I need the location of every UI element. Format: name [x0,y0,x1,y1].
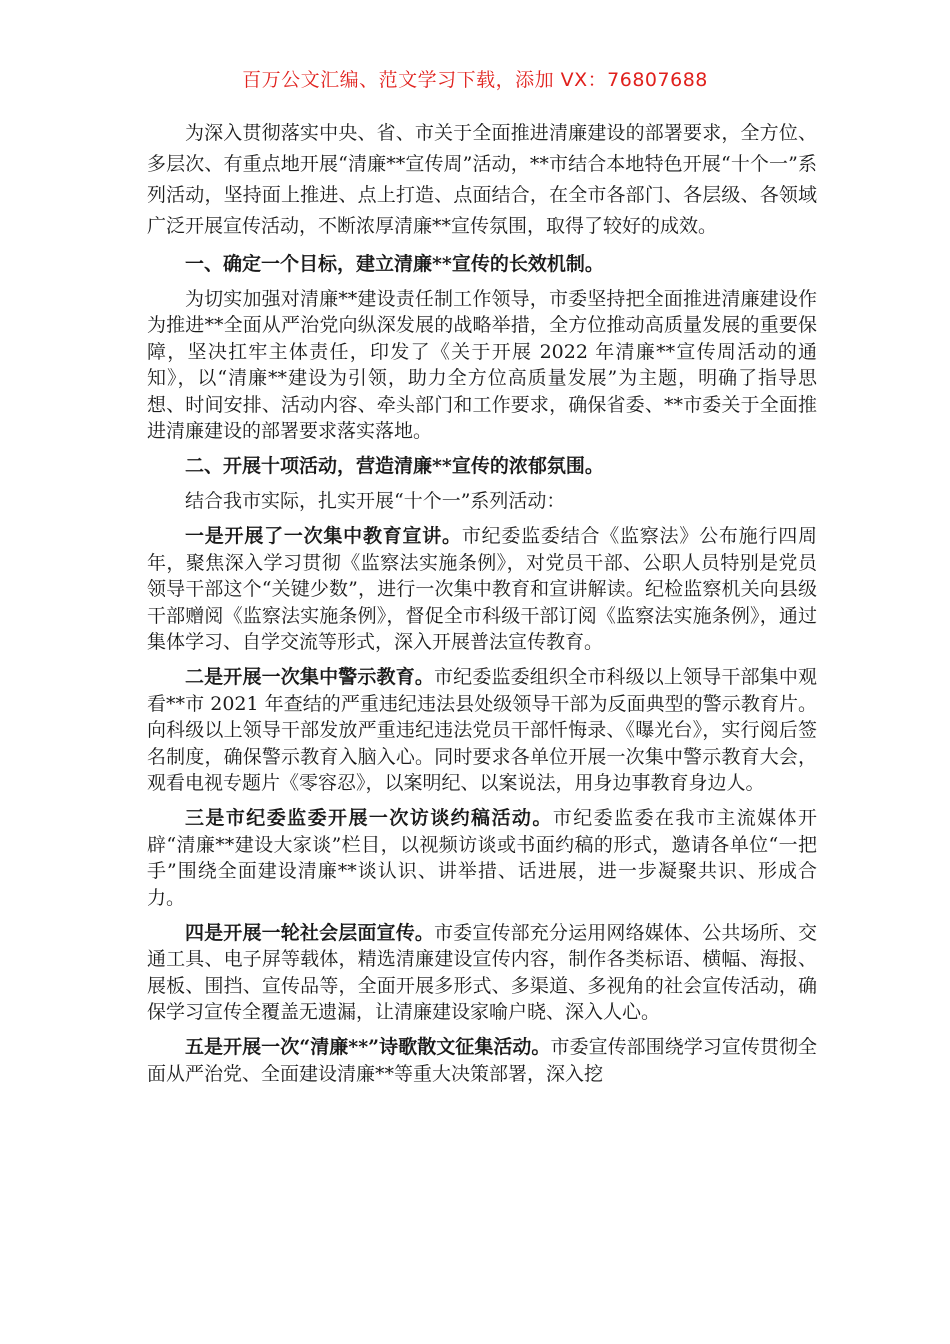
activity-lead: 五是开展一次“清廉**”诗歌散文征集活动。 [185,1036,551,1058]
paragraph-text: 结合我市实际，扎实开展“十个一”系列活动： [185,490,566,512]
intro-paragraph [147,118,817,242]
paragraph-text: 为切实加强对清廉**建设责任制工作领导，市委坚持把全面推进清廉建设作为推进**全面从严治党向纵深发展的战略举措，全方位推动高质量发展的重要保障，坚决扛牢主体责任，印发了《关于开展 2022 年清廉**宣传周活动的通知》，以“清廉**建设为引领，助力全方位高质量发展”为主题，明确了指导思想、时间安排、活动内容、牵头部门和工作要求，确保省委、**市委关于全面推进清廉建设的部署要求落实落地。 [147,287,817,442]
paragraph-text: 市纪委监委在我市主流媒体开辟“清廉**建设大家谈”栏目，以视频访谈或书面约稿的形式，邀请各单位“一把手”围绕全面建设清廉**谈认识、讲举措、话进展，进一步凝聚共识、形成合力。 [147,807,817,909]
activity-lead: 二是开展一次集中警示教育。 [185,666,435,688]
section-heading-1 [147,251,817,278]
activity-paragraph-4 [147,920,817,1026]
paragraph-text: 市委宣传部充分运用网络媒体、公共场所、交通工具、电子屏等载体，精选清廉建设宣传内容，制作各类标语、横幅、海报、展板、围挡、宣传品等，全面开展多形式、多渠道、多视角的社会宣传活动，确保学习宣传全覆盖无遗漏，让清廉建设家喻户晓、深入人心。 [147,921,817,1023]
paragraph-text: 市委宣传部围绕学习宣传贯彻全面从严治党、全面建设清廉**等重大决策部署，深入挖 [147,1036,817,1085]
paragraph-text: 为深入贯彻落实中央、省、市关于全面推进清廉建设的部署要求，全方位、多层次、有重点地开展“清廉**宣传周”活动，**市结合本地特色开展“十个一”系列活动，坚持面上推进、点上打造、点面结合，在全市各部门、各层级、各领域广泛开展宣传活动，不断浓厚清廉**宣传氛围，取得了较好的成效。 [147,122,817,237]
activity-lead: 三是市纪委监委开展一次访谈约稿活动。 [185,807,553,829]
activity-lead: 四是开展一轮社会层面宣传。 [185,921,435,944]
heading-text: 一、确定一个目标，建立清廉**宣传的长效机制。 [185,252,604,275]
watermark-header: 百万公文汇编、范文学习下载，添加 VX：76807688 [242,69,708,91]
paragraph-text: 市纪委监委组织全市科级以上领导干部集中观看**市 2021 年查结的严重违纪违法县处级领导干部为反面典型的警示教育片。向科级以上领导干部发放严重违纪违法党员干部忏悔录、《曝光台》，实行阅后签名制度，确保警示教育入脑入心。同时要求各单位开展一次集中警示教育大会，观看电视专题片《零容忍》，以案明纪、以案说法，用身边事教育身边人。 [147,666,817,794]
section-heading-2 [147,453,817,480]
activity-lead: 一是开展了一次集中教育宣讲。 [185,525,462,547]
activity-paragraph-2 [147,664,817,797]
heading-text: 二、开展十项活动，营造清廉**宣传的浓郁氛围。 [185,455,604,477]
activity-paragraph-5 [147,1034,817,1087]
section-1-paragraph [147,286,817,445]
activity-paragraph-3 [147,805,817,911]
section-2-intro [147,488,817,515]
paragraph-text: 市纪委监委结合《监察法》公布施行四周年，聚焦深入学习贯彻《监察法实施条例》，对党员干部、公职人员特别是党员领导干部这个“关键少数”，进行一次集中教育和宣讲解读。纪检监察机关向县级干部赠阅《监察法实施条例》，督促全市科级干部订阅《监察法实施条例》，通过集体学习、自学交流等形式，深入开展普法宣传教育。 [147,525,817,653]
activity-paragraph-1 [147,523,817,656]
document-body [147,118,817,1096]
